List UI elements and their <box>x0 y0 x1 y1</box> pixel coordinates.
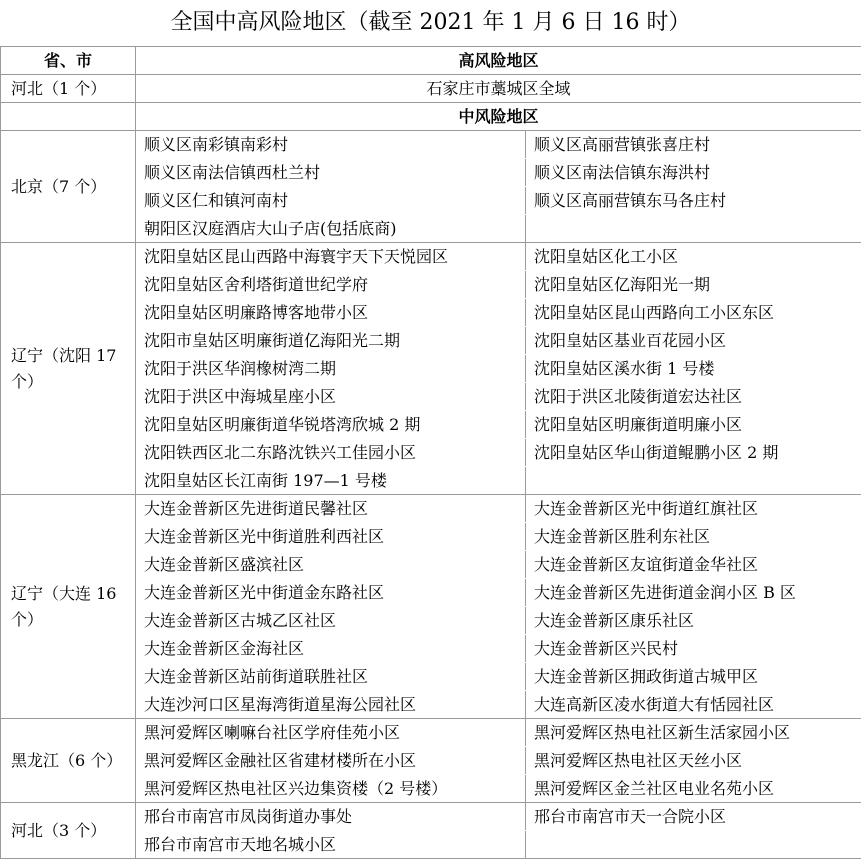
area-cell: 沈阳铁西区北二东路沈铁兴工佳园小区 <box>136 439 526 467</box>
area-cell: 沈阳皇姑区溪水街 1 号楼 <box>526 355 861 383</box>
area-cell: 沈阳皇姑区长江南街 197—1 号楼 <box>136 467 526 495</box>
area-cell: 沈阳皇姑区明廉路博客地带小区 <box>136 299 526 327</box>
area-cell: 沈阳于洪区北陵街道宏达社区 <box>526 383 861 411</box>
area-cell: 大连金普新区古城乙区社区 <box>136 607 526 635</box>
area-cell: 顺义区高丽营镇张喜庄村 <box>526 131 861 159</box>
empty-cell <box>1 103 136 131</box>
area-cell: 顺义区南彩镇南彩村 <box>136 131 526 159</box>
medium-header-row <box>1 103 861 131</box>
page-title: 全国中高风险地区（截至 2021 年 1 月 6 日 16 时） <box>170 10 691 35</box>
area-cell: 邢台市南宫市凤岗街道办事处 <box>136 803 526 831</box>
table-row <box>1 495 861 523</box>
risk-area-table <box>0 46 861 859</box>
area-cell: 大连金普新区拥政街道古城甲区 <box>526 663 861 691</box>
area-cell: 沈阳皇姑区昆山西路中海寰宇天下天悦园区 <box>136 243 526 271</box>
area-cell: 沈阳皇姑区亿海阳光一期 <box>526 271 861 299</box>
area-cell: 大连金普新区站前街道联胜社区 <box>136 663 526 691</box>
area-cell: 沈阳皇姑区舍利塔街道世纪学府 <box>136 271 526 299</box>
area-cell: 邢台市南宫市天一合院小区 <box>526 803 861 831</box>
area-cell: 黑河爱辉区热电社区天丝小区 <box>526 747 861 775</box>
area-cell: 石家庄市藁城区全域 <box>136 75 861 103</box>
medium-risk-header: 中风险地区 <box>136 103 861 131</box>
province-cell: 河北（3 个） <box>1 803 136 859</box>
area-cell: 大连金普新区胜利东社区 <box>526 523 861 551</box>
area-cell: 黑河爱辉区金兰社区电业名苑小区 <box>526 775 861 803</box>
area-cell: 大连金普新区光中街道金东路社区 <box>136 579 526 607</box>
area-cell: 大连金普新区先进街道民馨社区 <box>136 495 526 523</box>
province-cell: 北京（7 个） <box>1 131 136 243</box>
area-cell <box>526 215 861 243</box>
area-cell: 大连金普新区光中街道胜利西社区 <box>136 523 526 551</box>
area-cell <box>526 467 861 495</box>
area-cell: 大连金普新区先进街道金润小区 B 区 <box>526 579 861 607</box>
area-cell: 黑河爱辉区喇嘛台社区学府佳苑小区 <box>136 719 526 747</box>
area-cell: 大连金普新区金海社区 <box>136 635 526 663</box>
area-cell: 大连金普新区康乐社区 <box>526 607 861 635</box>
area-cell: 大连高新区凌水街道大有恬园社区 <box>526 691 861 719</box>
area-cell: 黑河爱辉区金融社区省建材楼所在小区 <box>136 747 526 775</box>
province-cell: 黑龙江（6 个） <box>1 719 136 803</box>
header-row <box>1 47 861 75</box>
area-cell: 沈阳市皇姑区明廉街道亿海阳光二期 <box>136 327 526 355</box>
province-header: 省、市 <box>1 47 136 75</box>
table-row <box>1 131 861 159</box>
area-cell: 朝阳区汉庭酒店大山子店(包括底商) <box>136 215 526 243</box>
area-cell: 大连金普新区盛滨社区 <box>136 551 526 579</box>
area-cell: 大连金普新区光中街道红旗社区 <box>526 495 861 523</box>
area-cell: 沈阳皇姑区化工小区 <box>526 243 861 271</box>
area-cell: 顺义区高丽营镇东马各庄村 <box>526 187 861 215</box>
high-risk-row <box>1 75 861 103</box>
area-cell: 顺义区仁和镇河南村 <box>136 187 526 215</box>
high-risk-header: 高风险地区 <box>136 47 861 75</box>
area-cell: 沈阳皇姑区明廉街道明廉小区 <box>526 411 861 439</box>
area-cell: 沈阳皇姑区昆山西路向工小区东区 <box>526 299 861 327</box>
area-cell: 顺义区南法信镇东海洪村 <box>526 159 861 187</box>
table-row <box>1 243 861 271</box>
area-cell: 大连金普新区友谊街道金华社区 <box>526 551 861 579</box>
province-cell: 辽宁（大连 16 个） <box>1 495 136 719</box>
table-row <box>1 719 861 747</box>
province-cell: 河北（1 个） <box>1 75 136 103</box>
area-cell: 大连金普新区兴民村 <box>526 635 861 663</box>
area-cell: 邢台市南宫市天地名城小区 <box>136 831 526 859</box>
area-cell: 沈阳皇姑区基业百花园小区 <box>526 327 861 355</box>
area-cell: 黑河爱辉区热电社区兴边集资楼（2 号楼） <box>136 775 526 803</box>
area-cell: 黑河爱辉区热电社区新生活家园小区 <box>526 719 861 747</box>
area-cell: 沈阳皇姑区明廉街道华锐塔湾欣城 2 期 <box>136 411 526 439</box>
area-cell <box>526 831 861 859</box>
province-cell: 辽宁（沈阳 17 个） <box>1 243 136 495</box>
area-cell: 沈阳于洪区中海城星座小区 <box>136 383 526 411</box>
area-cell: 顺义区南法信镇西杜兰村 <box>136 159 526 187</box>
area-cell: 沈阳皇姑区华山街道鲲鹏小区 2 期 <box>526 439 861 467</box>
area-cell: 大连沙河口区星海湾街道星海公园社区 <box>136 691 526 719</box>
area-cell: 沈阳于洪区华润橡树湾二期 <box>136 355 526 383</box>
table-row <box>1 803 861 831</box>
